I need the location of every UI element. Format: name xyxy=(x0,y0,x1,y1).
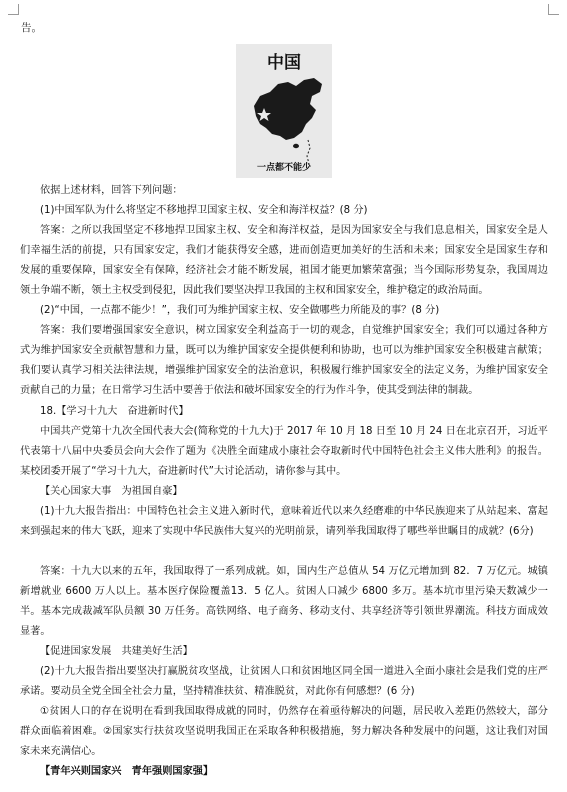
question-1: (1)中国军队为什么将坚定不移地捍卫国家主权、安全和海洋权益？(8 分) xyxy=(40,205,368,216)
answer-2: 答案：我们要增强国家安全意识，树立国家安全利益高于一切的观念，自觉维护国家安全；我们可以通过各种方式为维护国家安全贡献智慧和力量，既可以为维护国家安全提供便利和协助，也可以为维护国家安全积极建言献策；我们要认真学习相关法律法规，增强维护国家安全的法治意识，积极履行维护国家安全的法定义务，为维护国家安全贡献自己的力量；在日常学习生活中要善于依法和破坏国家安全的行为作斗争，使其受到法律的制裁。 xyxy=(20,325,548,397)
china-map-illustration xyxy=(236,44,332,178)
previous-page-fragment: 告。 xyxy=(21,22,42,34)
figure-title-text: 中国 xyxy=(267,53,301,73)
section-heading-18: 18.【学习十九大 奋进新时代】 xyxy=(40,406,189,417)
instruction-line: 依据上述材料，回答下列问题： xyxy=(40,185,183,196)
subheading-development: 【促进国家发展 共建美好生活】 xyxy=(40,646,193,657)
question-18-2: (2)十九大报告指出要坚决打赢脱贫攻坚战，让贫困人口和贫困地区同全国一道进入全面小康社会是我们党的庄严承诺。要动员全党全国全社会力量，坚持精准扶贫、精准脱贫，对此你有何感想？(6 分) xyxy=(20,666,548,698)
subheading-national-affairs: 【关心国家大事 为祖国自豪】 xyxy=(40,486,183,497)
crop-mark-top-right xyxy=(548,4,559,15)
question-2: (2)“中国，一点都不能少！”，我们可为维护国家主权、安全做哪些力所能及的事？(8 分) xyxy=(40,305,440,316)
answer-1: 答案：之所以我国坚定不移地捍卫国家主权、安全和海洋权益，是因为国家安全与我们息息相关，国家安全是人们幸福生活的前提，只有国家安定，我们才能获得安全感，进而创造更加美好的生活和未来；国家安全是国家生存和发展的重要保障，国家安全有保障，经济社会才能不断发展，祖国才能更加繁荣富强；当今国际形势复杂，我国周边领土争端不断，领土主权受到侵犯，因此我们要坚决捍卫我国的主权和国家安全，维护稳定的政治局面。 xyxy=(20,225,548,297)
china-map-figure xyxy=(236,44,332,178)
island-shape xyxy=(293,144,299,148)
question-18-1: (1)十九大报告指出：中国特色社会主义进入新时代，意味着近代以来久经磨难的中华民族迎来了从站起来、富起来到强起来的伟大飞跃，迎来了实现中华民族伟大复兴的光明前景，请列举我国取得了哪些举世瞩目的成就？(6分) xyxy=(20,506,548,538)
crop-mark-top-left xyxy=(8,4,19,15)
figure-caption-text: 一点都不能少 xyxy=(256,163,312,173)
answer-18-2: ①贫困人口的存在说明在看到我国取得成就的同时，仍然存在着亟待解决的问题，居民收入差距仍然较大，部分群众面临着困难。②国家实行扶贫攻坚说明我国正在采取各种积极措施，努力解决各种发展中的问题，这让我们对国家未来充满信心。 xyxy=(20,706,548,758)
answer-18-1: 答案：十九大以来的五年，我国取得了一系列成就。如，国内生产总值从 54 万亿元增加到 82．7 万亿元。城镇新增就业 6600 万人以上。基本医疗保险覆盖13．5 亿人。贫困人口减少 6800 多万。基本坑市里污染天数减少一半。基本完成裁减军队员额 30 万任务。高铁网络、电子商务、移动支付、共享经济等引领世界潮流。科技方面成效显著。 xyxy=(20,566,548,638)
subheading-youth: 【青年兴则国家兴 青年强则国家强】 xyxy=(40,766,214,777)
background-paragraph: 中国共产党第十九次全国代表大会(简称党的十九大)于 2017 年 10 月 18 日至 10 月 24 日在北京召开，习近平代表第十八届中央委员会向大会作了题为《决胜全面建成小康社会夺取新时代中国特色社会主义伟大胜利》的报告。某校团委开展了“学习十九大，奋进新时代”大讨论活动，请你参与其中。 xyxy=(20,426,548,478)
